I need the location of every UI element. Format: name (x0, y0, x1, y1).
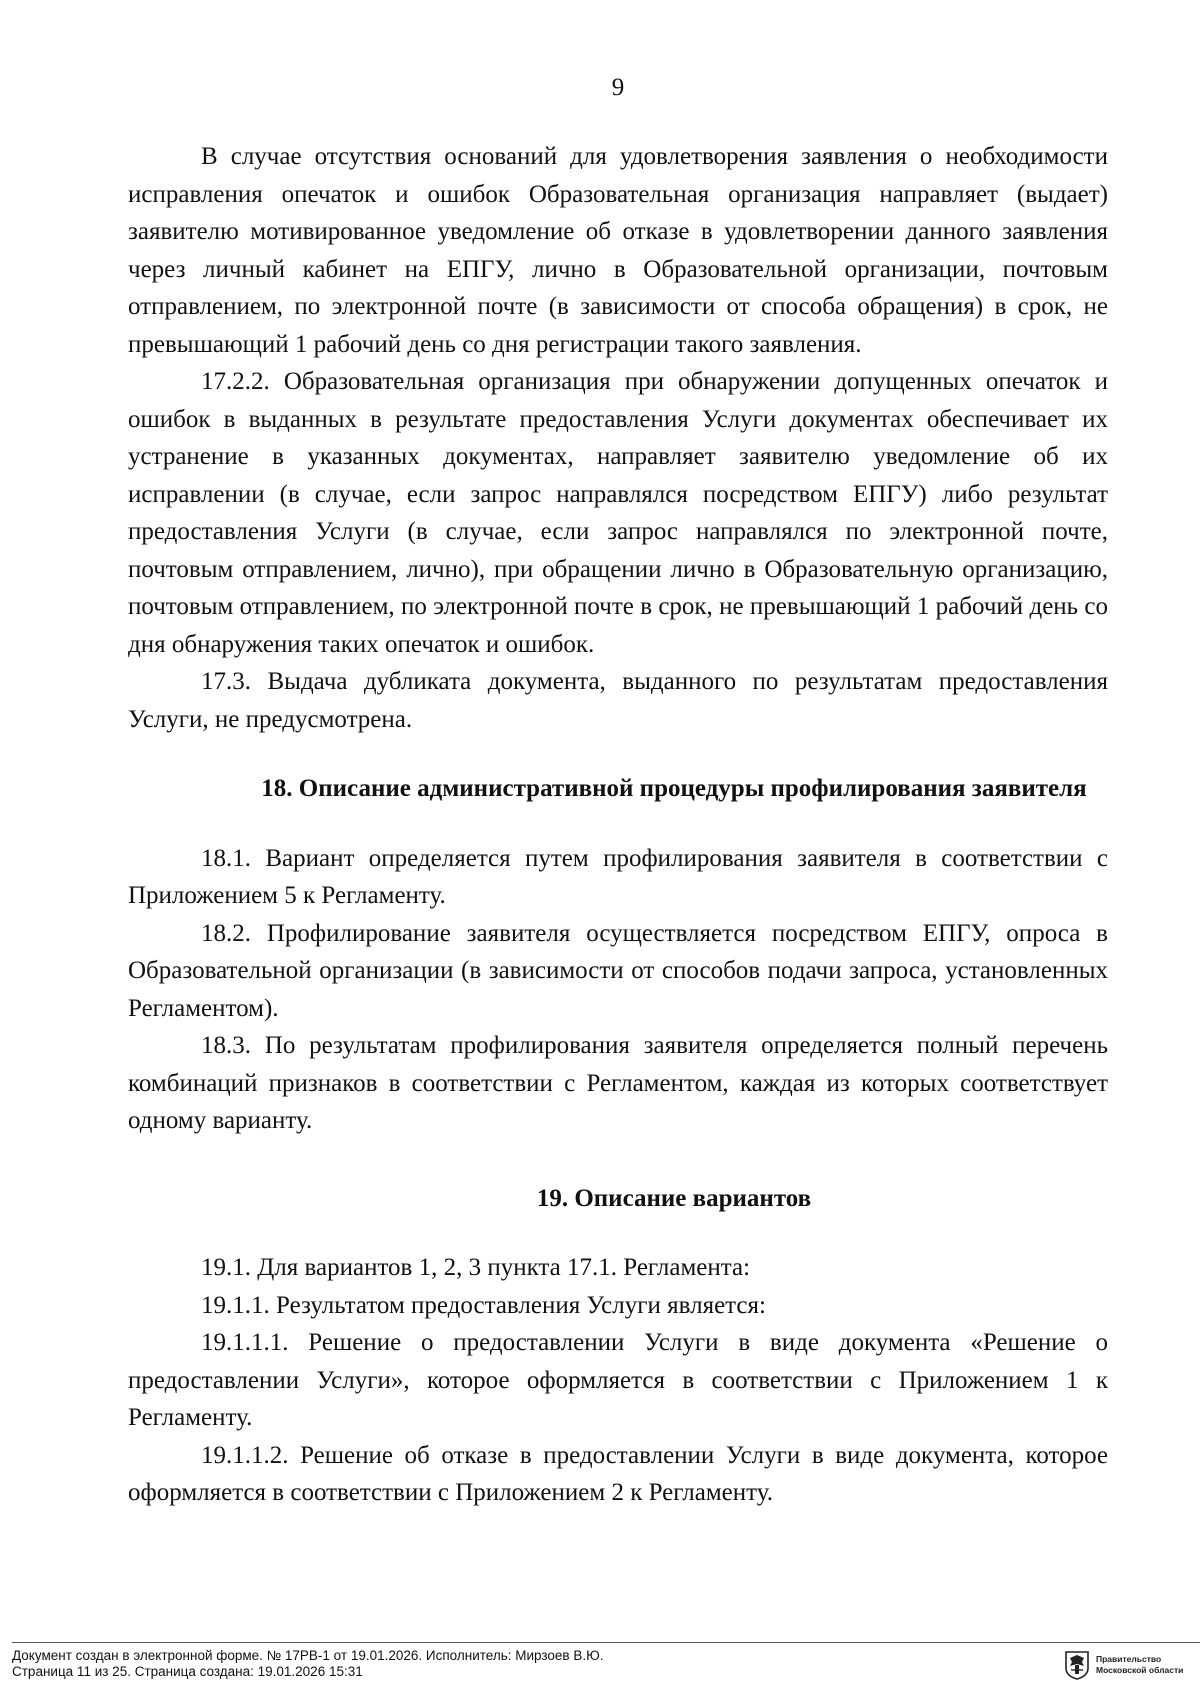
government-logo (1064, 1650, 1183, 1680)
document-body (128, 138, 1108, 1512)
logo-caption-line1: Правительство (1096, 1654, 1162, 1664)
paragraph-17-2-2: 17.2.2. Образовательная организация при обнаружении допущенных опечаток и ошибок в выданных в результате предоставления Услуги документах обеспечивает их устранение в указанных документах, направляет заявителю уведомление об их исправлении (в случае, если запрос направлялся посредством ЕПГУ) либо результат предоставления Услуги (в случае, если запрос направлялся по электронной почте, почтовым отправлением, лично), при обращении лично в Образовательную организацию, почтовым отправлением, по электронной почте в срок, не превышающий 1 рабочий день со дня обнаружения таких опечаток и ошибок. (128, 368, 1108, 658)
footer-divider (12, 1642, 1200, 1643)
logo-caption (1096, 1654, 1183, 1676)
footer-document-info: Документ создан в электронной форме. № 17РВ-1 от 19.01.2026. Исполнитель: Мирзоев В.Ю. (12, 1648, 604, 1663)
page-number: 9 (611, 74, 625, 101)
paragraph-19-1-1-2: 19.1.1.2. Решение об отказе в предоставлении Услуги в виде документа, которое оформляется в соответствии с Приложением 2 к Регламенту. (128, 1441, 1108, 1506)
paragraph-18-3: 18.3. По результатам профилирования заявителя определяется полный перечень комбинаций признаков в соответствии с Регламентом, каждая из которых соответствует одному варианту. (128, 1032, 1108, 1134)
paragraph-refusal-notice: В случае отсутствия оснований для удовлетворения заявления о необходимости исправления опечаток и ошибок Образовательная организация направляет (выдает) заявителю мотивированное уведомление об отказе в удовлетворении данного заявления через личный кабинет на ЕПГУ, лично в Образовательной организации, почтовым отправлением, по электронной почте (в зависимости от способа обращения) в срок, не превышающий 1 рабочий день со дня регистрации такого заявления. (128, 143, 1108, 358)
section-heading-19: 19. Описание вариантов (536, 1184, 812, 1212)
paragraph-18-1: 18.1. Вариант определяется путем профилирования заявителя в соответствии с Приложением 5 к Регламенту. (128, 844, 1108, 909)
section-heading-18: 18. Описание административной процедуры профилирования заявителя (261, 775, 1087, 802)
logo-caption-line2: Московской области (1096, 1665, 1184, 1675)
paragraph-17-3: 17.3. Выдача дубликата документа, выданного по результатам предоставления Услуги, не предусмотрена. (128, 668, 1108, 733)
paragraph-18-2: 18.2. Профилирование заявителя осуществляется посредством ЕПГУ, опроса в Образовательной организации (в зависимости от способов подачи запроса, установленных Регламентом). (128, 919, 1108, 1022)
paragraph-19-1-1: 19.1.1. Результатом предоставления Услуги является: (201, 1291, 766, 1319)
moscow-region-emblem-icon (1064, 1650, 1090, 1680)
footer-metadata (12, 1648, 604, 1680)
footer-page-info: Страница 11 из 25. Страница создана: 19.01.2026 15:31 (12, 1664, 363, 1679)
paragraph-19-1-1-1: 19.1.1.1. Решение о предоставлении Услуги в виде документа «Решение о предоставлении Услуги», которое оформляется в соответствии с Приложением 1 к Регламенту. (128, 1329, 1108, 1431)
paragraph-19-1: 19.1. Для вариантов 1, 2, 3 пункта 17.1. Регламента: (201, 1254, 751, 1281)
